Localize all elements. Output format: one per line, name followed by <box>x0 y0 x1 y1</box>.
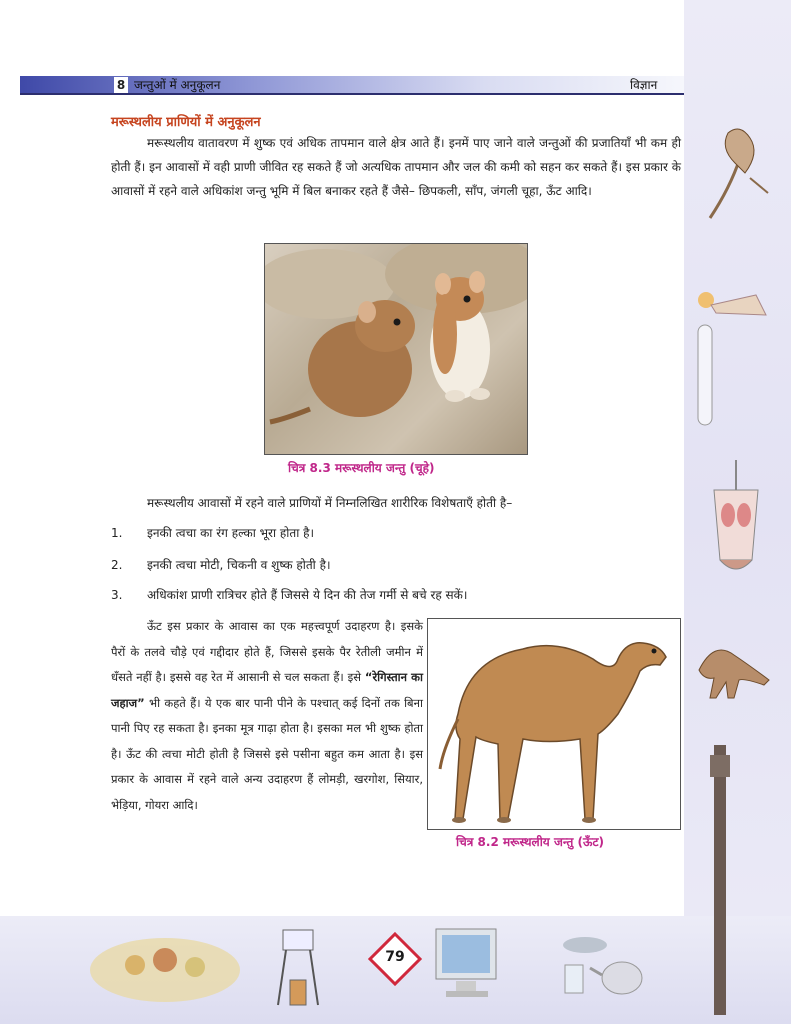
kettle-icon <box>560 930 650 1000</box>
figure-caption-camel: चित्र 8.2 मरूस्थलीय जन्तु (ऊँट) <box>456 835 604 849</box>
list-number: 1. <box>111 526 123 540</box>
camel-photo <box>427 618 681 830</box>
rats-illustration <box>265 244 527 454</box>
section-heading: मरूस्थलीय प्राणियों में अनुकूलन <box>111 115 261 130</box>
camel-nickname: “रेगिस्तान का जहाज” <box>111 670 423 710</box>
list-text: इनकी त्वचा का रंग हल्का भूरा होता है। <box>147 526 315 540</box>
camel-illustration <box>428 619 680 829</box>
bird-icon <box>700 118 772 228</box>
iron-pillar-icon <box>706 745 734 1015</box>
chapter-title: जन्तुओं में अनुकूलन <box>134 78 221 92</box>
features-intro: मरूस्थलीय आवासों में रहने वाले प्राणियों में निम्नलिखित शारीरिक विशेषताएँ होती है– <box>147 496 513 510</box>
list-number: 3. <box>111 588 123 602</box>
list-number: 2. <box>111 558 123 572</box>
figure-caption-rats: चित्र 8.3 मरूस्थलीय जन्तु (चूहे) <box>288 461 435 475</box>
list-text: इनकी त्वचा मोटी, चिकनी व शुष्क होती है। <box>147 558 331 572</box>
camel-text-part1: ऊँट इस प्रकार के आवास का एक महत्त्वपूर्ण उदाहरण है। इसके पैरों के तलवे चौड़े एवं गद्दीदार होते हैं, जिससे इसके पैर रेतीली जमीन में धँसते नहीं है। इससे वह रेत में आसानी से चल सकता हैं। इसे <box>111 619 423 684</box>
camel-paragraph <box>111 614 423 818</box>
page-number: 79 <box>385 949 405 965</box>
intro-paragraph: मरूस्थलीय वातावरण में शुष्क एवं अधिक तापमान वाले क्षेत्र आते हैं। इनमें पाए जाने वाले जन्तुओं की प्रजातियाँ भी कम ही होती हैं। इन आवासों में वही प्राणी जीवित रह सकते हैं जो अत्यधिक तापमान और जल की कमी को सहन कर सकते हैं। इस प्रकार के आवासों में रहने वाले अधिकांश जन्तु भूमि में बिल बनाकर रहते हैं जैसे– छिपकली, साँप, जंगली चूहा, ऊँट आदि। <box>111 136 681 198</box>
test-tube-icon <box>696 285 776 435</box>
list-item <box>111 524 314 541</box>
lungs-apparatus-icon <box>706 460 766 590</box>
list-item <box>111 586 467 603</box>
monitor-icon <box>432 925 504 1005</box>
grains-icon <box>85 925 245 1005</box>
list-item <box>111 556 331 573</box>
stand-burner-icon <box>268 920 328 1010</box>
camel-text-part2: भी कहते हैं। ये एक बार पानी पीने के पश्चात् कई दिनों तक बिना पानी पिए रह सकता है। इनका मूत्र गाढ़ा होता है। इसका मल भी शुष्क होता है। ऊँट की त्वचा मोटी होती है जिससे इसे पसीना बहुत कम आता है। इस प्रकार के आवास में रहने वाले अन्य उदाहरण हैं लोमड़ी, खरगोश, सियार, भेड़िया, गोयरा आदि। <box>111 695 423 812</box>
header-divider <box>20 93 684 95</box>
dinosaur-icon <box>694 630 774 700</box>
desert-rats-photo <box>264 243 528 455</box>
list-text: अधिकांश प्राणी रात्रिचर होते हैं जिससे ये दिन की तेज गर्मी से बचे रह सकें। <box>147 588 468 602</box>
subject-label: विज्ञान <box>630 78 658 92</box>
chapter-number: 8 <box>114 77 128 93</box>
